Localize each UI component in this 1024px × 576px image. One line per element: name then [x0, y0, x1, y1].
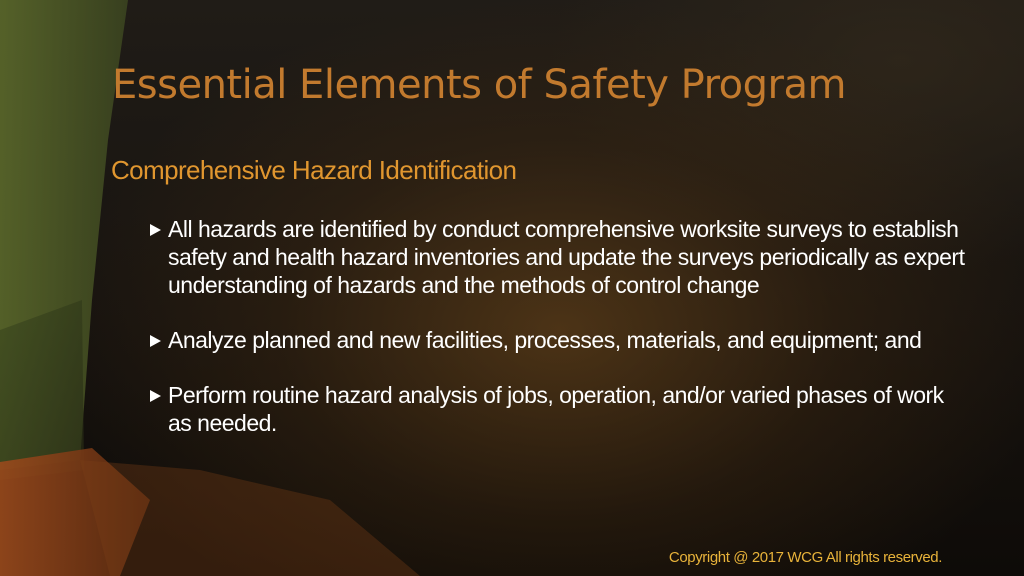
right-triangle-icon — [150, 224, 161, 236]
bullet-item — [150, 381, 970, 437]
right-triangle-icon — [150, 390, 161, 402]
section-heading: Comprehensive Hazard Identification — [111, 155, 517, 185]
bullet-text: All hazards are identified by conduct comprehensive worksite surveys to establish safety and health hazard inventories and update the surveys periodically as expert understanding of hazards and the methods of control change — [168, 216, 965, 298]
copyright-footer: Copyright @ 2017 WCG All rights reserved. — [668, 549, 942, 566]
right-triangle-icon — [150, 335, 161, 347]
orange-sweep-shape — [80, 460, 420, 576]
bullet-text: Perform routine hazard analysis of jobs, operation, and/or varied phases of work as needed. — [168, 382, 944, 436]
bullet-list — [150, 215, 970, 464]
bullet-text: Analyze planned and new facilities, processes, materials, and equipment; and — [168, 327, 922, 353]
bullet-item — [150, 326, 970, 354]
bullet-item — [150, 215, 970, 299]
slide-title: Essential Elements of Safety Program — [112, 62, 846, 108]
